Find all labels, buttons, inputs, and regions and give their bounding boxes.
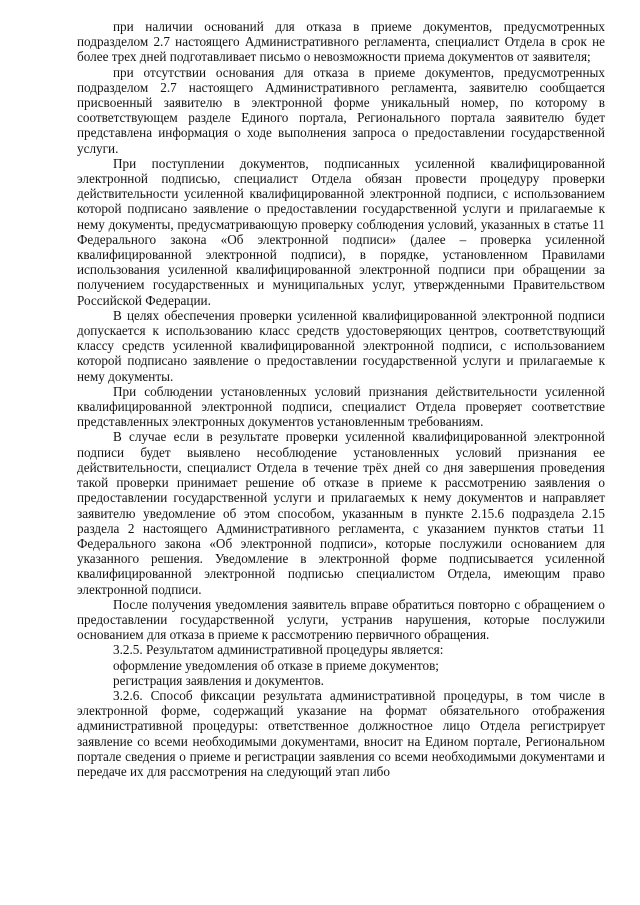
- paragraph-signature-check: При поступлении документов, подписанных усиленной квалифицированной электронной подписью, специалист Отдела обязан провести процедуру проверки действительности усиленной квалифицированной электронной подписи, с использованием которой подписано заявление о предоставлении государственной услуги и прилагаемые к нему документы, предусматривающую проверку соблюдения условий, указанных в статье 11 Федерального закона «Об электронной подписи» (далее – проверка усиленной квалифицированной электронной подписи), в порядке, установленном Правилами использования усиленной квалифицированной электронной подписи при обращении за получением государственных и муниципальных услуг, утвержденными Правительством Российской Федерации.: [77, 155, 605, 308]
- paragraph-validity-conditions: При соблюдении установленных условий признания действительности усиленной квалифицированной электронной подписи, специалист Отдела проверяет соответствие представленных электронных документов установленным требованиям.: [77, 383, 605, 430]
- paragraph-result-registration: регистрация заявления и документов.: [113, 672, 324, 688]
- document-body: [77, 19, 605, 779]
- paragraph-repeat-application: После получения уведомления заявитель вправе обратиться повторно с обращением о предоставлении государственной услуги, устранив нарушения, которые послужили основанием для отказа в приеме к рассмотрению первичного обращения.: [77, 596, 605, 643]
- paragraph-result-heading: 3.2.5. Результатом административной процедуры является:: [113, 642, 444, 658]
- paragraph-result-recording: 3.2.6. Способ фиксации результата административной процедуры, в том числе в электронной форме, содержащий указание на формат обязательного отображения административной процедуры: ответственное должностное лицо Отдела регистрирует заявление со всеми необходимыми документами, вносит на Едином портале, Региональном портале сведения о приеме и регистрации заявления со всеми необходимыми документами и передаче их для рассмотрения на следующий этап либо: [77, 687, 605, 779]
- paragraph-invalid-signature: В случае если в результате проверки усиленной квалифицированной электронной подписи будет выявлено несоблюдение установленных условий признания ее действительности, специалист Отдела в течение трёх дней со дня завершения проведения такой проверки принимает решение об отказе в приеме к рассмотрению заявления о предоставлении государственной услуги и прилагаемых к нему документов и направляет заявителю уведомление об этом способом, указанным в пункте 2.15.6 подраздела 2.15 раздела 2 настоящего Административного регламента, с указанием пунктов статьи 11 Федерального закона «Об электронной подписи», которые послужили основанием для указанного решения. Уведомление в электронной форме подписывается усиленной квалифицированной электронной подписью специалистом Отдела, имеющим право электронной подписи.: [77, 429, 605, 597]
- paragraph-refusal-letter: при наличии оснований для отказа в приеме документов, предусмотренных подразделом 2.7 настоящего Административного регламента, специалист Отдела в срок не более трех дней подготавливает письмо о невозможности приема документов от заявителя;: [77, 19, 605, 65]
- paragraph-unique-number: при отсутствии основания для отказа в приеме документов, предусмотренных подразделом 2.7 настоящего Административного регламента, заявителю сообщается присвоенный заявителю в электронной форме уникальный номер, по которому в соответствующем разделе Единого портала, Регионального портала заявителю будет представлена информация о ходе выполнения запроса о предоставлении государственной услуги.: [77, 64, 605, 156]
- paragraph-result-refusal-notice: оформление уведомления об отказе в приеме документов;: [113, 657, 439, 673]
- paragraph-certification-tools: В целях обеспечения проверки усиленной квалифицированной электронной подписи допускается к использованию класс средств удостоверяющих центров, соответствующий классу средств усиленной квалифицированной электронной подписи, с использованием которой подписано заявление о предоставлении государственной услуги и прилагаемые к нему документы.: [77, 307, 605, 384]
